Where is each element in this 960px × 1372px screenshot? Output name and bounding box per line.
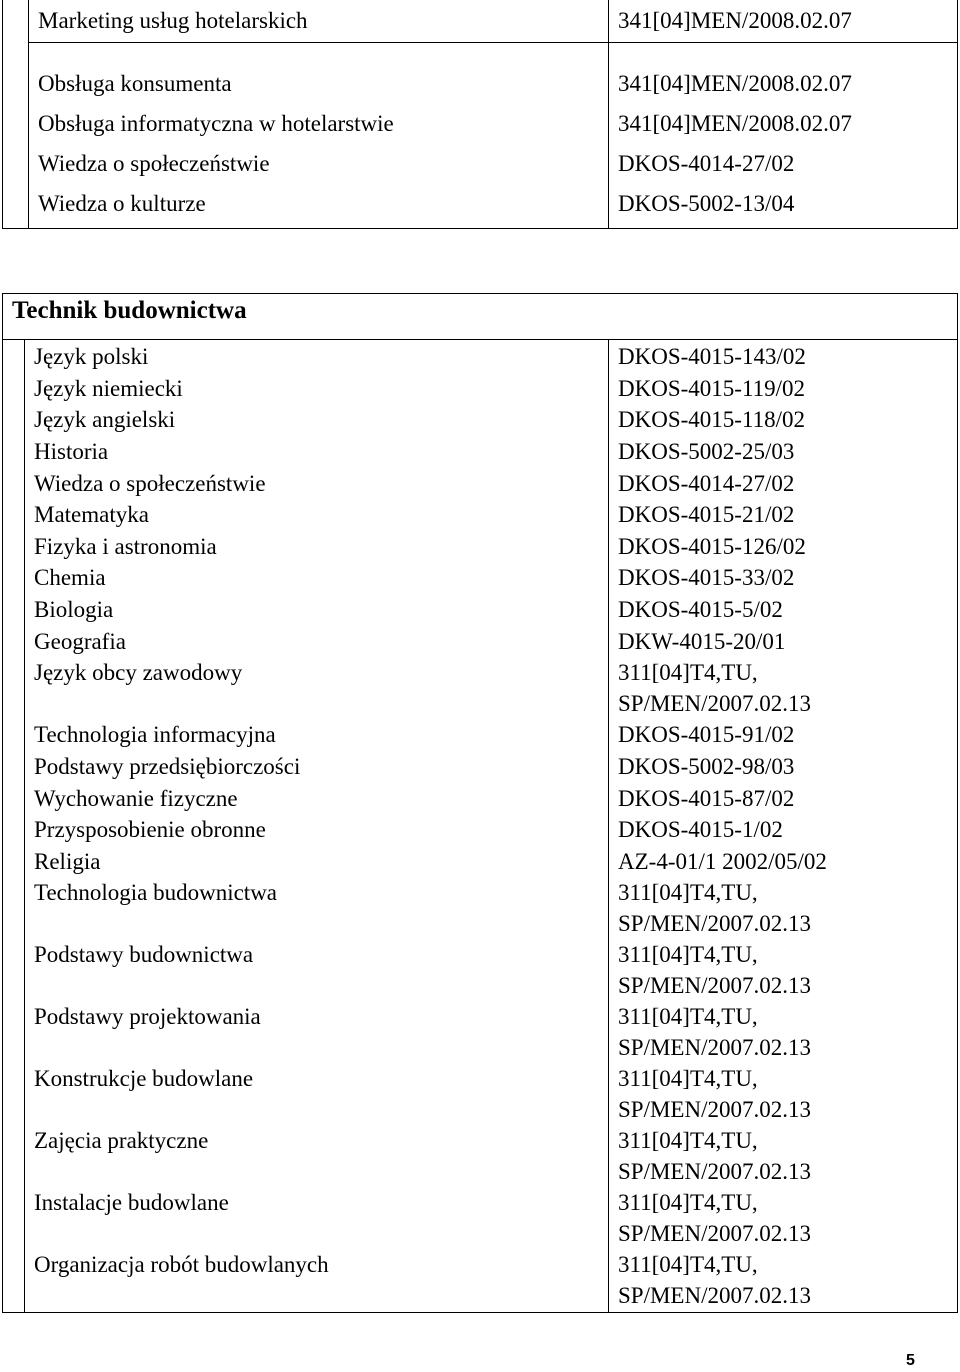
table2-subject-border: [24, 339, 25, 1313]
table2-row-9-subject: Biologia: [34, 597, 114, 622]
table2-row-22-subject: Instalacje budowlane: [34, 1190, 229, 1215]
table2-row-11-code-line2: SP/MEN/2007.02.13: [618, 691, 811, 716]
page-number: 5: [906, 1352, 915, 1369]
table2-row-20-code: 311[04]T4,TU,: [618, 1066, 758, 1091]
table2-row-2-code: DKOS-4015-119/02: [618, 376, 805, 401]
table2-row-22-code-line2: SP/MEN/2007.02.13: [618, 1221, 811, 1246]
table2-row-19-code: 311[04]T4,TU,: [618, 1004, 758, 1029]
table2-row-3-subject: Język angielski: [34, 407, 176, 432]
table1-row-5-code: DKOS-5002-13/04: [618, 191, 795, 216]
table2-row-2-subject: Język niemiecki: [34, 376, 183, 401]
table2-row-21-code-line2: SP/MEN/2007.02.13: [618, 1159, 811, 1184]
table2-row-20-subject: Konstrukcje budowlane: [34, 1066, 254, 1091]
table2-row-1-subject: Język polski: [34, 344, 149, 369]
table2-row-5-subject: Wiedza o społeczeństwie: [34, 471, 266, 496]
table2-row-13-code: DKOS-5002-98/03: [618, 754, 795, 779]
table2-row-14-code: DKOS-4015-87/02: [618, 786, 795, 811]
table2-row-4-code: DKOS-5002-25/03: [618, 439, 795, 464]
table1-row-5-subject: Wiedza o kulturze: [38, 191, 206, 216]
table2-row-10-subject: Geografia: [34, 629, 126, 654]
table2-row-9-code: DKOS-4015-5/02: [618, 597, 783, 622]
table2-row-13-subject: Podstawy przedsiębiorczości: [34, 754, 301, 779]
table2-row-22-code: 311[04]T4,TU,: [618, 1190, 758, 1215]
table2-row-16-code: AZ-4-01/1 2002/05/02: [618, 849, 827, 874]
table2-row-18-code-line2: SP/MEN/2007.02.13: [618, 973, 811, 998]
table2-right-border: [957, 293, 958, 1313]
table2-row-23-code: 311[04]T4,TU,: [618, 1252, 758, 1277]
table2-row-19-subject: Podstawy projektowania: [34, 1004, 261, 1029]
table1-row-3-code: 341[04]MEN/2008.02.07: [618, 111, 852, 136]
table1-row-2-code: 341[04]MEN/2008.02.07: [618, 71, 852, 96]
table1-row-2-subject: Obsługa konsumenta: [38, 71, 232, 96]
table2-row-14-subject: Wychowanie fizyczne: [34, 786, 238, 811]
table1-row-4-subject: Wiedza o społeczeństwie: [38, 151, 270, 176]
table2-row-17-code: 311[04]T4,TU,: [618, 880, 758, 905]
table1-code-border: [608, 0, 609, 229]
table2-left-border: [2, 293, 3, 1313]
table2-row-12-code: DKOS-4015-91/02: [618, 722, 795, 747]
table2-row-8-subject: Chemia: [34, 565, 106, 590]
table2-code-border: [608, 339, 609, 1313]
table2-row-17-subject: Technologia budownictwa: [34, 880, 278, 905]
table1-bottom-border: [2, 228, 958, 229]
table2-row-21-code: 311[04]T4,TU,: [618, 1128, 758, 1153]
table2-row-19-code-line2: SP/MEN/2007.02.13: [618, 1035, 811, 1060]
table2-row-6-subject: Matematyka: [34, 502, 149, 527]
table2-row-6-code: DKOS-4015-21/02: [618, 502, 795, 527]
table1-subject-border: [28, 0, 29, 229]
table2-row-15-subject: Przysposobienie obronne: [34, 817, 266, 842]
table1-right-border: [957, 0, 958, 229]
table2-row-20-code-line2: SP/MEN/2007.02.13: [618, 1097, 811, 1122]
table2-row-18-subject: Podstawy budownictwa: [34, 942, 254, 967]
table2-row-4-subject: Historia: [34, 439, 109, 464]
table1-row-3-subject: Obsługa informatyczna w hotelarstwie: [38, 111, 394, 136]
table2-row-21-subject: Zajęcia praktyczne: [34, 1128, 209, 1153]
table2-header: Technik budownictwa: [12, 297, 247, 324]
table2-row-7-code: DKOS-4015-126/02: [618, 534, 806, 559]
table2-row-16-subject: Religia: [34, 849, 101, 874]
table2-row-7-subject: Fizyka i astronomia: [34, 534, 217, 559]
table1-row-1-subject: Marketing usług hotelarskich: [38, 8, 308, 33]
table2-row-3-code: DKOS-4015-118/02: [618, 407, 805, 432]
table2-row-8-code: DKOS-4015-33/02: [618, 565, 795, 590]
table2-row-23-code-line2: SP/MEN/2007.02.13: [618, 1283, 811, 1308]
table2-row-17-code-line2: SP/MEN/2007.02.13: [618, 911, 811, 936]
table1-left-border: [2, 0, 3, 229]
table2-row-18-code: 311[04]T4,TU,: [618, 942, 758, 967]
table2-row-12-subject: Technologia informacyjna: [34, 722, 276, 747]
table1-row-4-code: DKOS-4014-27/02: [618, 151, 795, 176]
table2-row-15-code: DKOS-4015-1/02: [618, 817, 783, 842]
table2-bottom-border: [2, 1312, 958, 1313]
table2-top-border: [2, 293, 958, 294]
table2-row-1-code: DKOS-4015-143/02: [618, 344, 806, 369]
table2-header-divider: [2, 339, 958, 340]
table2-row-11-code: 311[04]T4,TU,: [618, 660, 758, 685]
table2-row-11-subject: Język obcy zawodowy: [34, 660, 243, 685]
table2-row-10-code: DKW-4015-20/01: [618, 629, 786, 654]
table1-row-1-code: 341[04]MEN/2008.02.07: [618, 8, 852, 33]
table2-row-23-subject: Organizacja robót budowlanych: [34, 1252, 329, 1277]
table1-row-divider: [28, 42, 958, 43]
table2-row-5-code: DKOS-4014-27/02: [618, 471, 795, 496]
